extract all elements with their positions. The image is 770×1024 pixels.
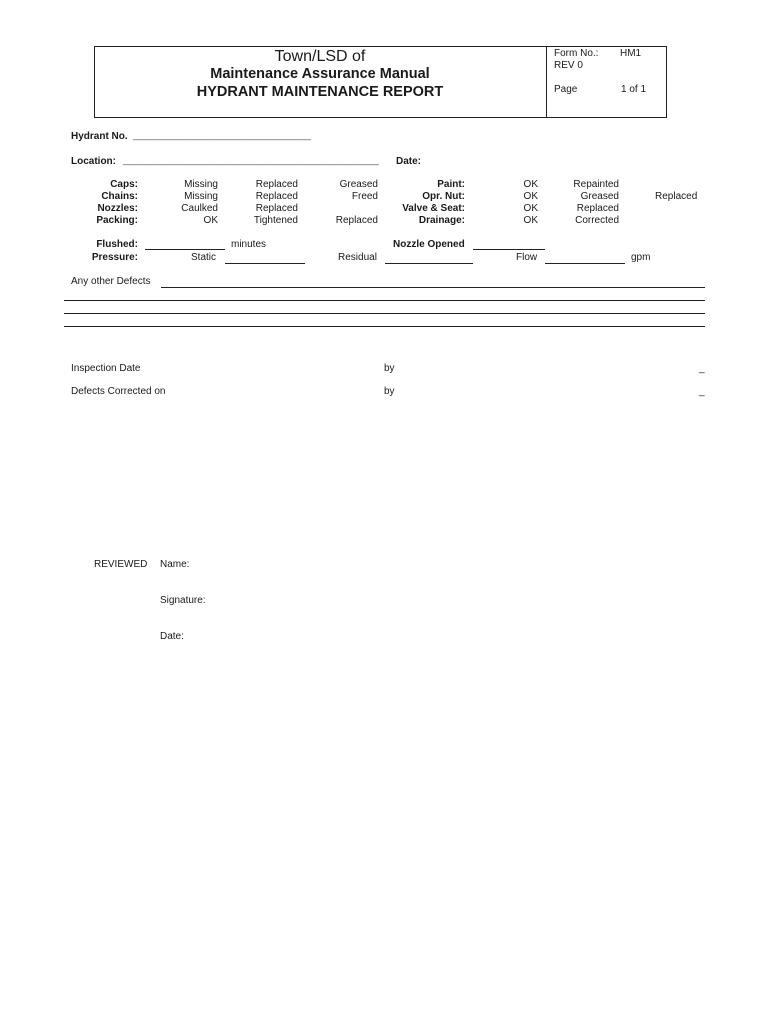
inspection-date-label: Inspection Date xyxy=(71,363,141,374)
nozzles-caulked[interactable]: Caulked xyxy=(181,203,218,214)
residual-label: Residual xyxy=(338,252,377,263)
flushed-line[interactable] xyxy=(145,249,225,250)
town-title: Town/LSD of xyxy=(274,48,366,65)
nozzle-opened-label: Nozzle Opened xyxy=(393,239,465,250)
flow-line[interactable] xyxy=(545,263,625,264)
inspection-by-label: by xyxy=(384,363,395,374)
chains-missing[interactable]: Missing xyxy=(184,191,218,202)
residual-line[interactable] xyxy=(385,263,473,264)
chains-label: Chains: xyxy=(101,191,138,202)
gpm-label: gpm xyxy=(631,252,651,263)
report-title: HYDRANT MAINTENANCE REPORT xyxy=(196,84,444,100)
reviewed-label: REVIEWED xyxy=(94,559,148,570)
pressure-label: Pressure: xyxy=(91,252,138,263)
rev-label: REV 0 xyxy=(554,60,583,71)
packing-label: Packing: xyxy=(96,215,138,226)
form-no-value: HM1 xyxy=(620,48,642,59)
nozzle-opened-line[interactable] xyxy=(473,249,545,250)
valve-seat-ok[interactable]: OK xyxy=(523,203,538,214)
chains-freed[interactable]: Freed xyxy=(351,191,378,202)
form-no-label: Form No.: xyxy=(554,48,599,59)
packing-replaced[interactable]: Replaced xyxy=(335,215,378,226)
hydrant-no-blank[interactable]: ________________________________ xyxy=(133,130,311,141)
chains-replaced[interactable]: Replaced xyxy=(255,191,298,202)
flow-label: Flow xyxy=(516,252,538,263)
defects-line-4[interactable] xyxy=(64,326,705,327)
header-divider xyxy=(546,46,547,118)
caps-replaced[interactable]: Replaced xyxy=(255,179,298,190)
inspection-end-mark[interactable]: _ xyxy=(699,363,705,374)
static-line[interactable] xyxy=(225,263,305,264)
caps-missing[interactable]: Missing xyxy=(184,179,218,190)
review-date-label: Date: xyxy=(160,631,184,642)
location-blank[interactable]: ______________________________________________ xyxy=(123,155,379,166)
page-label: Page xyxy=(554,84,578,95)
caps-greased[interactable]: Greased xyxy=(339,179,378,190)
date-label: Date: xyxy=(396,156,422,167)
flushed-label: Flushed: xyxy=(96,239,138,250)
nozzles-label: Nozzles: xyxy=(97,203,138,214)
packing-ok[interactable]: OK xyxy=(203,215,218,226)
drainage-ok[interactable]: OK xyxy=(523,215,538,226)
review-signature-label: Signature: xyxy=(160,595,206,606)
opr-nut-ok[interactable]: OK xyxy=(523,191,538,202)
opr-nut-label: Opr. Nut: xyxy=(422,191,465,202)
defects-line-2[interactable] xyxy=(64,300,705,301)
defects-corrected-label: Defects Corrected on xyxy=(71,386,166,397)
packing-tightened[interactable]: Tightened xyxy=(253,215,298,226)
defects-line-1[interactable] xyxy=(161,287,705,288)
valve-seat-replaced[interactable]: Replaced xyxy=(576,203,619,214)
paint-label: Paint: xyxy=(437,179,465,190)
nozzles-replaced[interactable]: Replaced xyxy=(255,203,298,214)
static-label: Static xyxy=(191,252,217,263)
drainage-label: Drainage: xyxy=(418,215,465,226)
manual-title: Maintenance Assurance Manual xyxy=(210,66,430,82)
paint-repainted[interactable]: Repainted xyxy=(573,179,619,190)
drainage-corrected[interactable]: Corrected xyxy=(575,215,619,226)
valve-seat-label: Valve & Seat: xyxy=(402,203,465,214)
corrected-end-mark[interactable]: _ xyxy=(699,386,705,397)
hydrant-no-label: Hydrant No. xyxy=(71,131,128,142)
other-defects-label: Any other Defects xyxy=(71,276,151,287)
caps-label: Caps: xyxy=(110,179,138,190)
review-name-label: Name: xyxy=(160,559,190,570)
page-value: 1 of 1 xyxy=(621,84,647,95)
corrected-by-label: by xyxy=(384,386,395,397)
paint-ok[interactable]: OK xyxy=(523,179,538,190)
minutes-label: minutes xyxy=(231,239,267,250)
location-label: Location: xyxy=(71,156,116,167)
defects-line-3[interactable] xyxy=(64,313,705,314)
opr-nut-greased[interactable]: Greased xyxy=(580,191,619,202)
opr-nut-replaced[interactable]: Replaced xyxy=(655,191,698,202)
